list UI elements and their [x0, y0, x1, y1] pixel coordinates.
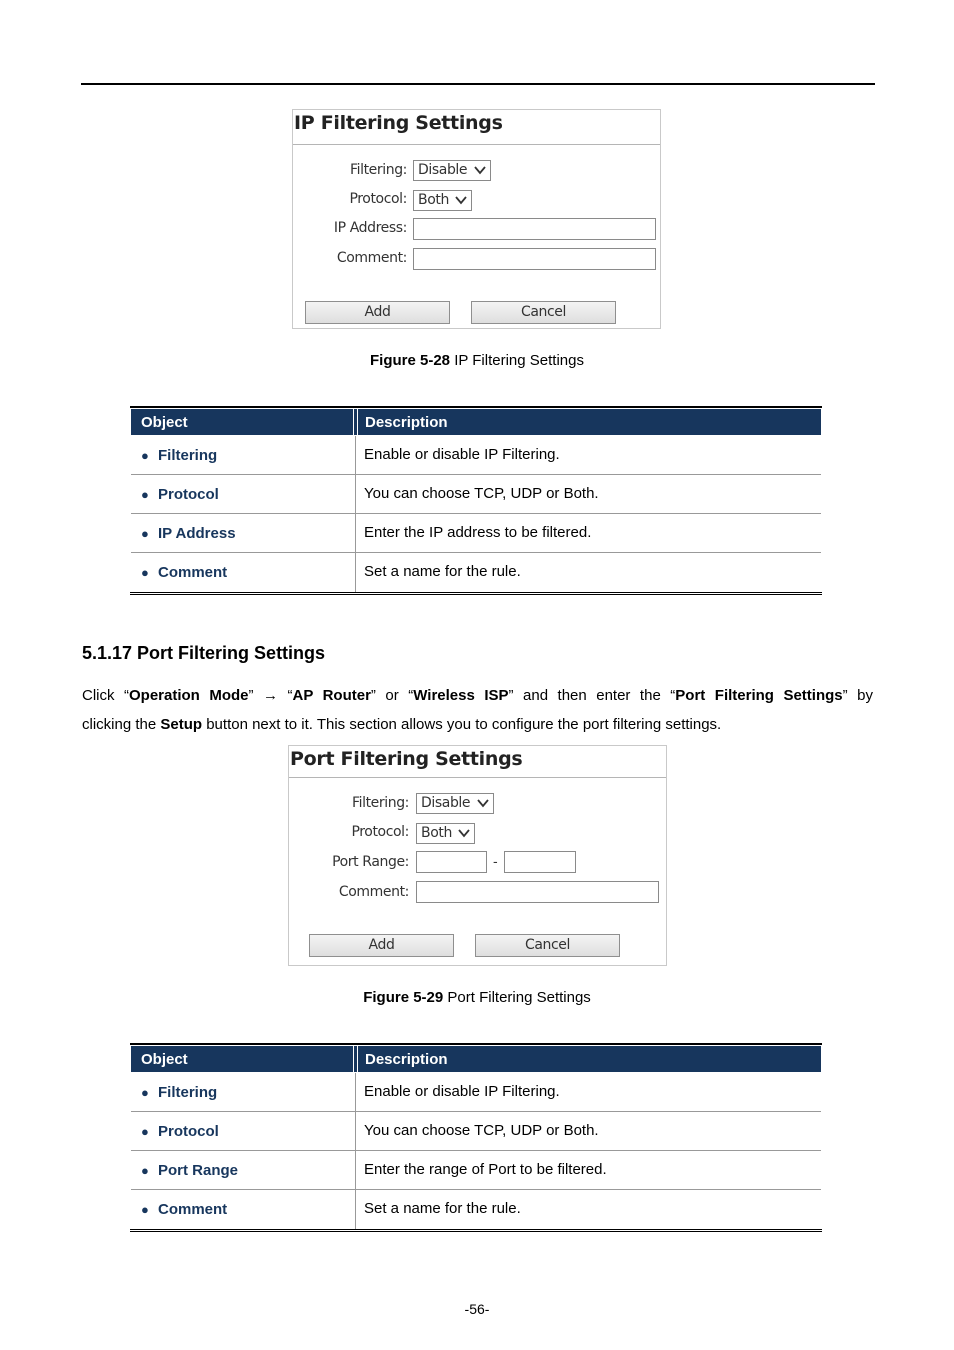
- object-name: IP Address: [158, 525, 236, 542]
- table-row: [130, 1112, 822, 1151]
- port-range-separator: -: [493, 853, 498, 869]
- figure-title: Port Filtering Settings: [443, 989, 591, 1006]
- row-description: Set a name for the rule.: [364, 1200, 521, 1217]
- row-description: You can choose TCP, UDP or Both.: [364, 1122, 599, 1139]
- comment-input[interactable]: [413, 248, 656, 270]
- object-name: Port Range: [158, 1162, 239, 1179]
- row-object: ● Filtering: [141, 447, 218, 464]
- column-divider: [355, 553, 356, 592]
- comment-label: Comment:: [336, 250, 407, 266]
- cancel-button[interactable]: Cancel: [471, 301, 616, 324]
- object-name: Filtering: [158, 447, 218, 464]
- row-description: You can choose TCP, UDP or Both.: [364, 485, 599, 502]
- protocol-value: Both: [418, 192, 449, 208]
- header-object: Object: [141, 1051, 188, 1068]
- object-name: Comment: [158, 564, 228, 581]
- row-object: ● Protocol: [141, 1123, 219, 1140]
- paragraph-line: [82, 716, 721, 733]
- text-bold: Operation Mode: [129, 687, 249, 704]
- header-divider: [353, 409, 358, 435]
- protocol-value: Both: [421, 825, 452, 841]
- column-divider: [355, 1151, 356, 1190]
- port-range-end-input[interactable]: [504, 851, 576, 873]
- add-button[interactable]: Add: [305, 301, 450, 324]
- paragraph-line: [82, 681, 873, 710]
- text: clicking the: [82, 716, 161, 733]
- figure-caption: [0, 352, 954, 369]
- text: ” and then enter the “: [508, 687, 676, 704]
- section-heading: 5.1.17 Port Filtering Settings: [82, 643, 326, 663]
- protocol-label: Protocol:: [349, 191, 407, 207]
- object-name: Protocol: [158, 1123, 219, 1140]
- figure-title: IP Filtering Settings: [450, 352, 584, 369]
- object-name: Filtering: [158, 1084, 218, 1101]
- header-rule: [81, 83, 875, 85]
- row-object: ● Comment: [141, 1201, 228, 1218]
- column-divider: [355, 436, 356, 475]
- column-divider: [355, 1190, 356, 1229]
- row-description: Enter the IP address to be filtered.: [364, 524, 592, 541]
- column-divider: [355, 514, 356, 553]
- protocol-select[interactable]: [416, 823, 475, 844]
- text: ” or “: [370, 687, 414, 704]
- table-row: [130, 436, 822, 475]
- header-description: Description: [365, 414, 448, 431]
- filtering-value: Disable: [418, 162, 468, 178]
- ip-address-label: IP Address:: [333, 220, 407, 236]
- row-object: ● IP Address: [141, 525, 236, 542]
- table-bottom-rule: [130, 592, 822, 595]
- filtering-value: Disable: [421, 795, 471, 811]
- text-bold: Port Filtering Settings: [675, 687, 843, 704]
- filtering-label: Filtering:: [349, 162, 407, 178]
- row-object: ● Protocol: [141, 486, 219, 503]
- header-object: Object: [141, 414, 188, 431]
- table-row: [130, 1073, 822, 1112]
- port-filtering-panel: [288, 745, 667, 966]
- figure-number: Figure 5-29: [363, 989, 444, 1006]
- text-bold: Wireless ISP: [413, 687, 509, 704]
- table-top-rule: [130, 1043, 822, 1045]
- row-object: ● Filtering: [141, 1084, 218, 1101]
- text: button next to it. This section allows you to configure the port filtering settings.: [202, 716, 722, 733]
- table-row: [130, 1190, 822, 1229]
- chevron-down-icon: [476, 797, 490, 809]
- figure-number: Figure 5-28: [370, 352, 451, 369]
- text-bold: Setup: [160, 716, 203, 733]
- panel-divider: [293, 144, 660, 145]
- chevron-down-icon: [473, 164, 487, 176]
- object-name: Protocol: [158, 486, 219, 503]
- filtering-select[interactable]: [413, 160, 491, 181]
- filtering-label: Filtering:: [351, 795, 409, 811]
- object-table: [130, 1043, 822, 1235]
- table-header: [131, 1046, 821, 1072]
- text: ” by: [842, 687, 873, 704]
- table-row: [130, 475, 822, 514]
- panel-title: Port Filtering Settings: [290, 748, 523, 770]
- section-paragraph: [82, 681, 873, 739]
- table-header: [131, 409, 821, 435]
- row-object: ● Comment: [141, 564, 228, 581]
- column-divider: [355, 1112, 356, 1151]
- ip-filtering-panel: [292, 109, 661, 329]
- text: ” → “: [248, 687, 293, 704]
- comment-label: Comment:: [338, 884, 409, 900]
- table-row: [130, 1151, 822, 1190]
- chevron-down-icon: [454, 194, 468, 206]
- header-divider: [353, 1046, 358, 1072]
- table-row: [130, 514, 822, 553]
- table-row: [130, 553, 822, 592]
- page-number: -56-: [464, 1301, 490, 1317]
- column-divider: [355, 1073, 356, 1112]
- figure-caption: [0, 989, 954, 1006]
- chevron-down-icon: [457, 827, 471, 839]
- cancel-button[interactable]: Cancel: [475, 934, 620, 957]
- row-description: Enable or disable IP Filtering.: [364, 1083, 560, 1100]
- ip-address-input[interactable]: [413, 218, 656, 240]
- row-object: ● Port Range: [141, 1162, 239, 1179]
- add-button[interactable]: Add: [309, 934, 454, 957]
- object-table: [130, 406, 822, 598]
- object-name: Comment: [158, 1201, 228, 1218]
- header-description: Description: [365, 1051, 448, 1068]
- row-description: Enter the range of Port to be filtered.: [364, 1161, 607, 1178]
- port-range-label: Port Range:: [332, 854, 409, 870]
- protocol-label: Protocol:: [351, 824, 409, 840]
- protocol-select[interactable]: [413, 190, 472, 211]
- text-bold: AP Router: [292, 687, 371, 704]
- port-range-start-input[interactable]: [416, 851, 487, 873]
- filtering-select[interactable]: [416, 793, 494, 814]
- column-divider: [355, 475, 356, 514]
- panel-divider: [289, 777, 666, 778]
- text: Click “: [82, 687, 129, 704]
- row-description: Set a name for the rule.: [364, 563, 521, 580]
- table-top-rule: [130, 406, 822, 408]
- row-description: Enable or disable IP Filtering.: [364, 446, 560, 463]
- comment-input[interactable]: [416, 881, 659, 903]
- panel-title: IP Filtering Settings: [294, 112, 503, 134]
- table-bottom-rule: [130, 1229, 822, 1232]
